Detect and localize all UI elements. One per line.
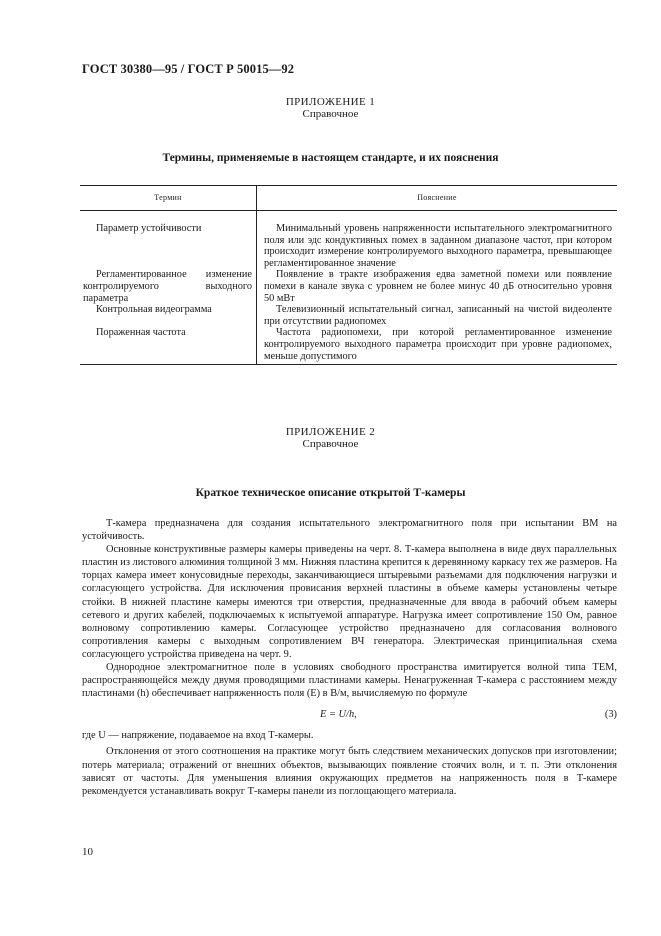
explanation-cell: Частота радиопомехи, при которой регламентированное изменение контролируемого выходного параметра происходит при уровне радиопомех, меньше допустимого — [264, 327, 612, 362]
appendix-1-header — [0, 96, 661, 120]
terms-table — [80, 185, 617, 365]
appendix-1-heading: Термины, применяемые в настоящем стандарте, и их пояснения — [162, 152, 499, 164]
appendix-2-header — [0, 426, 661, 450]
table-row — [80, 269, 617, 304]
appendix-2-body — [82, 517, 617, 798]
appendix-1-title: ПРИЛОЖЕНИЕ 1 — [285, 96, 376, 108]
table-row — [80, 211, 617, 270]
formula-line — [82, 701, 617, 729]
formula: E = U/h, — [320, 709, 357, 721]
table-header-row — [80, 186, 617, 211]
table-row — [80, 304, 617, 327]
term-cell: Регламентированное изменение контролируемого выходного параметра — [80, 269, 257, 304]
column-header-explanation: Пояснение — [257, 186, 618, 211]
page-header: ГОСТ 30380—95 / ГОСТ Р 50015—92 — [82, 62, 295, 76]
column-header-term: Термин — [80, 186, 257, 211]
table-row — [80, 327, 617, 364]
term-cell: Пораженная частота — [80, 327, 257, 364]
formula-number: (3) — [604, 709, 617, 721]
term-cell: Контрольная видеограмма — [80, 304, 257, 327]
appendix-2-subtitle: Справочное — [302, 438, 359, 450]
appendix-1-subtitle: Справочное — [302, 108, 359, 120]
appendix-2-heading: Краткое техническое описание открытой Т-камеры — [195, 487, 466, 499]
explanation-cell: Минимальный уровень напряженности испытательного электромагнитного поля или эдс кондуктивных помех в заданном диапазоне частот, при котором происходит измерение контролируемого выходного параметра, превышающее регламентированное значение — [264, 223, 612, 269]
appendix-2-title: ПРИЛОЖЕНИЕ 2 — [285, 426, 376, 438]
explanation-cell: Появление в тракте изображения едва заметной помехи или появление помехи в канале звука с уровнем не более минус 40 дБ относительно уровня 50 мВт — [264, 269, 612, 304]
explanation-cell: Телевизионный испытательный сигнал, записанный на чистой видеоленте при отсутствии радиопомех — [264, 304, 612, 327]
paragraph: Основные конструктивные размеры камеры приведены на черт. 8. Т-камера выполнена в виде двух параллельных пластин из листового алюминия толщиной 3 мм. Нижняя пластина крепится к деревянному каркасу тех же размеров. На торцах камера имеет конусовидные переходы, заканчивающиеся штыревыми разъемами для подключения нагрузки и согласующего устройства. Для исключения провисания верхней пластины в объеме камеры установлены четыре стойки. В нижней пластине камеры имеются три отверстия, предназначенные для ввода в рабочий объем камеры сетевого и других кабелей, подключаемых к испытуемой аппаратуре. Нагрузка имеет сопротивление 150 Ом, равное волновому сопротивлению камеры. Согласующее устройство предназначено для согласования волнового сопротивления камеры с выходным сопротивлением ВЧ генератора. Электрическая принципиальная схема согласующего устройства приведена на черт. 9. — [82, 544, 617, 660]
page-number: 10 — [82, 846, 93, 858]
term-cell: Параметр устойчивости — [80, 211, 257, 270]
paragraph: Т-камера предназначена для создания испытательного электромагнитного поля при испытании ВМ на устойчивость. — [82, 518, 617, 543]
paragraph: где U — напряжение, подаваемое на вход Т-камеры. — [82, 730, 314, 742]
paragraph: Однородное электромагнитное поле в условиях свободного пространства имитируется волной типа ТЕМ, распространяющейся между двумя проводящими пластинами камеры. Ненагруженная Т-камера с расстоянием между пластинами (h) обеспечивает напряженность поля (E) в В/м, вычисляемую по формуле — [82, 662, 617, 700]
paragraph: Отклонения от этого соотношения на практике могут быть следствием механических допусков при изготовлении; потерь материала; отражений от внешних объектов, вызывающих появление стоячих волн, и т. п. Эти отклонения зависят от частоты. Для уменьшения влияния окружающих предметов на напряженность поля в Т-камере рекомендуется устанавливать вокруг Т-камеры панели из поглощающего материала. — [82, 746, 617, 797]
